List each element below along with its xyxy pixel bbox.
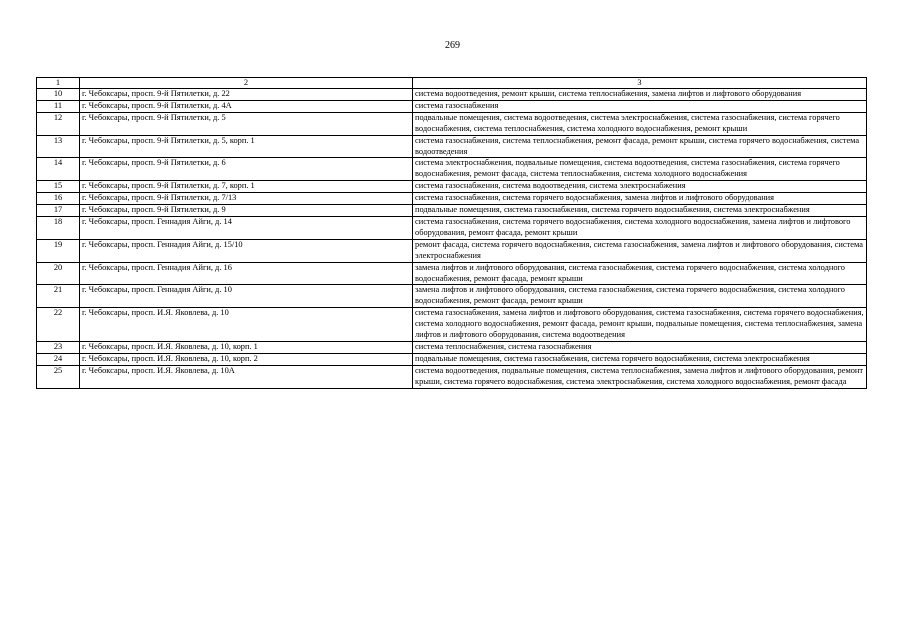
row-number: 22 — [37, 308, 80, 342]
row-number: 16 — [37, 193, 80, 205]
row-number: 15 — [37, 181, 80, 193]
row-works: система водоотведения, подвальные помещения, система теплоснабжения, замена лифтов и лифтового оборудования, ремонт крыши, система горячего водоснабжения, система электроснабжения, система холодного водоснабжения, ремонт фасада — [413, 365, 867, 388]
table-row — [37, 158, 867, 181]
table-row — [37, 262, 867, 285]
table-row — [37, 100, 867, 112]
table-header-row — [37, 78, 867, 89]
row-works: замена лифтов и лифтового оборудования, система газоснабжения, система горячего водоснабжения, система холодного водоснабжения, ремонт фасада, ремонт крыши — [413, 285, 867, 308]
row-address: г. Чебоксары, просп. 9-й Пятилетки, д. 5, корп. 1 — [80, 135, 413, 158]
row-address: г. Чебоксары, просп. 9-й Пятилетки, д. 22 — [80, 89, 413, 101]
table-row — [37, 205, 867, 217]
row-number: 11 — [37, 100, 80, 112]
column-header-number: 1 — [37, 78, 80, 89]
row-address: г. Чебоксары, просп. Геннадия Айги, д. 15/10 — [80, 239, 413, 262]
row-works: система водоотведения, ремонт крыши, система теплоснабжения, замена лифтов и лифтового оборудования — [413, 89, 867, 101]
row-number: 10 — [37, 89, 80, 101]
row-number: 20 — [37, 262, 80, 285]
row-works: система газоснабжения, система водоотведения, система электроснабжения — [413, 181, 867, 193]
row-number: 14 — [37, 158, 80, 181]
row-number: 19 — [37, 239, 80, 262]
row-address: г. Чебоксары, просп. И.Я. Яковлева, д. 10А — [80, 365, 413, 388]
table-row — [37, 308, 867, 342]
row-address: г. Чебоксары, просп. 9-й Пятилетки, д. 5 — [80, 112, 413, 135]
housing-works-table — [36, 77, 867, 389]
row-address: г. Чебоксары, просп. И.Я. Яковлева, д. 10, корп. 2 — [80, 353, 413, 365]
row-works: замена лифтов и лифтового оборудования, система газоснабжения, система горячего водоснабжения, система холодного водоснабжения, ремонт фасада, ремонт крыши — [413, 262, 867, 285]
table-row — [37, 89, 867, 101]
row-address: г. Чебоксары, просп. Геннадия Айги, д. 14 — [80, 216, 413, 239]
row-address: г. Чебоксары, просп. 9-й Пятилетки, д. 7, корп. 1 — [80, 181, 413, 193]
row-number: 18 — [37, 216, 80, 239]
row-address: г. Чебоксары, просп. 9-й Пятилетки, д. 7/13 — [80, 193, 413, 205]
row-works: система газоснабжения — [413, 100, 867, 112]
table-row — [37, 365, 867, 388]
row-works: система газоснабжения, система теплоснабжения, ремонт фасада, ремонт крыши, система горячего водоснабжения, система водоотведения — [413, 135, 867, 158]
row-works: подвальные помещения, система водоотведения, система электроснабжения, система газоснабжения, система горячего водоснабжения, система теплоснабжения, система холодного водоснабжения, ремонт крыши — [413, 112, 867, 135]
row-works: система электроснабжения, подвальные помещения, система водоотведения, система газоснабжения, система горячего водоснабжения, ремонт фасада, система теплоснабжения, система холодного водоснабжения — [413, 158, 867, 181]
table-row — [37, 285, 867, 308]
table-row — [37, 341, 867, 353]
row-address: г. Чебоксары, просп. И.Я. Яковлева, д. 10, корп. 1 — [80, 341, 413, 353]
row-works: система газоснабжения, замена лифтов и лифтового оборудования, система газоснабжения, система горячего водоснабжения, система холодного водоснабжения, ремонт фасада, ремонт крыши, подвальные помещения, система теплоснабжения, замена лифтов и лифтового оборудования, система водоотведения — [413, 308, 867, 342]
row-number: 25 — [37, 365, 80, 388]
table-row — [37, 353, 867, 365]
row-address: г. Чебоксары, просп. И.Я. Яковлева, д. 10 — [80, 308, 413, 342]
table-row — [37, 193, 867, 205]
row-number: 17 — [37, 205, 80, 217]
row-works: система теплоснабжения, система газоснабжения — [413, 341, 867, 353]
row-number: 13 — [37, 135, 80, 158]
row-works: подвальные помещения, система газоснабжения, система горячего водоснабжения, система электроснабжения — [413, 205, 867, 217]
table-row — [37, 181, 867, 193]
row-works: система газоснабжения, система горячего водоснабжения, система холодного водоснабжения, замена лифтов и лифтового оборудования, ремонт фасада, ремонт крыши — [413, 216, 867, 239]
row-number: 21 — [37, 285, 80, 308]
table-row — [37, 239, 867, 262]
column-header-works: 3 — [413, 78, 867, 89]
row-address: г. Чебоксары, просп. 9-й Пятилетки, д. 6 — [80, 158, 413, 181]
row-number: 12 — [37, 112, 80, 135]
table-row — [37, 135, 867, 158]
page-number: 269 — [445, 40, 460, 51]
row-works: подвальные помещения, система газоснабжения, система горячего водоснабжения, система электроснабжения — [413, 353, 867, 365]
row-address: г. Чебоксары, просп. 9-й Пятилетки, д. 4А — [80, 100, 413, 112]
row-works: система газоснабжения, система горячего водоснабжения, замена лифтов и лифтового оборудования — [413, 193, 867, 205]
row-address: г. Чебоксары, просп. 9-й Пятилетки, д. 9 — [80, 205, 413, 217]
row-works: ремонт фасада, система горячего водоснабжения, система газоснабжения, замена лифтов и лифтового оборудования, система электроснабжения — [413, 239, 867, 262]
row-address: г. Чебоксары, просп. Геннадия Айги, д. 16 — [80, 262, 413, 285]
row-number: 24 — [37, 353, 80, 365]
table-row — [37, 112, 867, 135]
row-number: 23 — [37, 341, 80, 353]
row-address: г. Чебоксары, просп. Геннадия Айги, д. 10 — [80, 285, 413, 308]
table-row — [37, 216, 867, 239]
column-header-address: 2 — [80, 78, 413, 89]
